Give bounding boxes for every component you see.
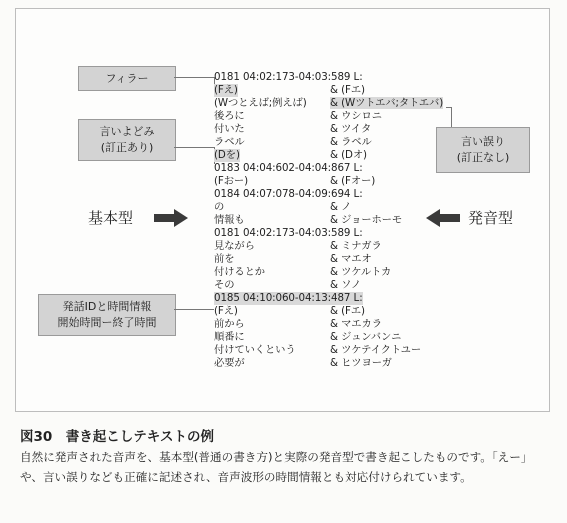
transcript-right: & ラベル — [330, 136, 372, 148]
transcript-block — [16, 9, 549, 411]
transcript-left: 順番に — [214, 331, 245, 343]
transcript-right: & マエカラ — [330, 318, 382, 330]
transcript-left: 付けるとか — [214, 266, 265, 278]
transcript-right: & マエオ — [330, 253, 372, 265]
transcript-right: & ツイタ — [330, 123, 372, 135]
transcript-left: (Fおー) — [214, 175, 249, 187]
transcript-right: & (Dオ) — [330, 149, 367, 161]
transcript-right: & (Fオー) — [330, 175, 376, 187]
transcript-left: 0185 04:10:060-04:13:487 L: — [214, 292, 363, 304]
transcript-left: 0184 04:07:078-04:09:694 L: — [214, 188, 363, 200]
phonetic-form-label: 発音型 — [468, 209, 514, 227]
transcript-right: & ツケテイクトユー — [330, 344, 422, 356]
figure-panel — [15, 8, 550, 412]
transcript-left: 必要が — [214, 357, 245, 369]
transcript-left: その — [214, 279, 235, 291]
transcript-left: 前を — [214, 253, 235, 265]
misspeak-highlight: & (Wツトエバ;タトエバ) — [330, 97, 444, 109]
transcript-right: & (Fエ) — [330, 84, 365, 96]
basic-form-label: 基本型 — [88, 209, 134, 227]
figure-caption-title: 図30 書き起こしテキストの例 — [20, 429, 215, 445]
transcript-left: 0183 04:04:602-04:04:867 L: — [214, 162, 363, 174]
speech-info-label: 発話IDと時間情報 開始時間ー終了時間 — [57, 300, 157, 329]
transcript-left: (Fえ) — [214, 305, 238, 317]
transcript-right: & ヒツヨーガ — [330, 357, 392, 369]
transcript-left: 0181 04:02:173-04:03:589 L: — [214, 227, 363, 239]
misspeak-label: 言い誤り (訂正なし) — [456, 135, 510, 164]
transcript-left: (Fえ) — [214, 84, 238, 96]
disfluency-label: 言いよどみ (訂正あり) — [99, 125, 155, 154]
transcript-right: & ジョーホーモ — [330, 214, 403, 226]
transcript-right: & ノ — [330, 201, 352, 213]
transcript-right: & ツケルトカ — [330, 266, 392, 278]
transcript-right: & ソノ — [330, 279, 362, 291]
transcript-left: 付いた — [214, 123, 245, 135]
filler-label: フィラー — [105, 71, 149, 85]
transcript-left: 見ながら — [214, 240, 255, 252]
transcript-right — [330, 97, 443, 110]
transcript-left: 0181 04:02:173-04:03:589 L: — [214, 71, 363, 83]
transcript-left: の — [214, 201, 225, 213]
transcript-left: (Wつとえば;例えば) — [214, 97, 307, 109]
transcript-right: & ウシロニ — [330, 110, 382, 122]
figure-caption-body: 自然に発声された音声を、基本型(普通の書き方)と実際の発音型で書き起こしたものです。「えー」や、言い誤りなども正確に記述され、音声波形の時間情報とも対応付けられています。 — [20, 450, 533, 484]
transcript-left: 前から — [214, 318, 245, 330]
transcript-right: & (Fエ) — [330, 305, 365, 317]
transcript-right: & ジュンバンニ — [330, 331, 402, 343]
transcript-left: 付けていくという — [214, 344, 296, 356]
transcript-left: (Dを) — [214, 149, 240, 161]
transcript-left: 情報も — [214, 214, 245, 226]
transcript-left: 後ろに — [214, 110, 245, 122]
transcript-left: ラベル — [214, 136, 245, 148]
transcript-right: & ミナガラ — [330, 240, 382, 252]
